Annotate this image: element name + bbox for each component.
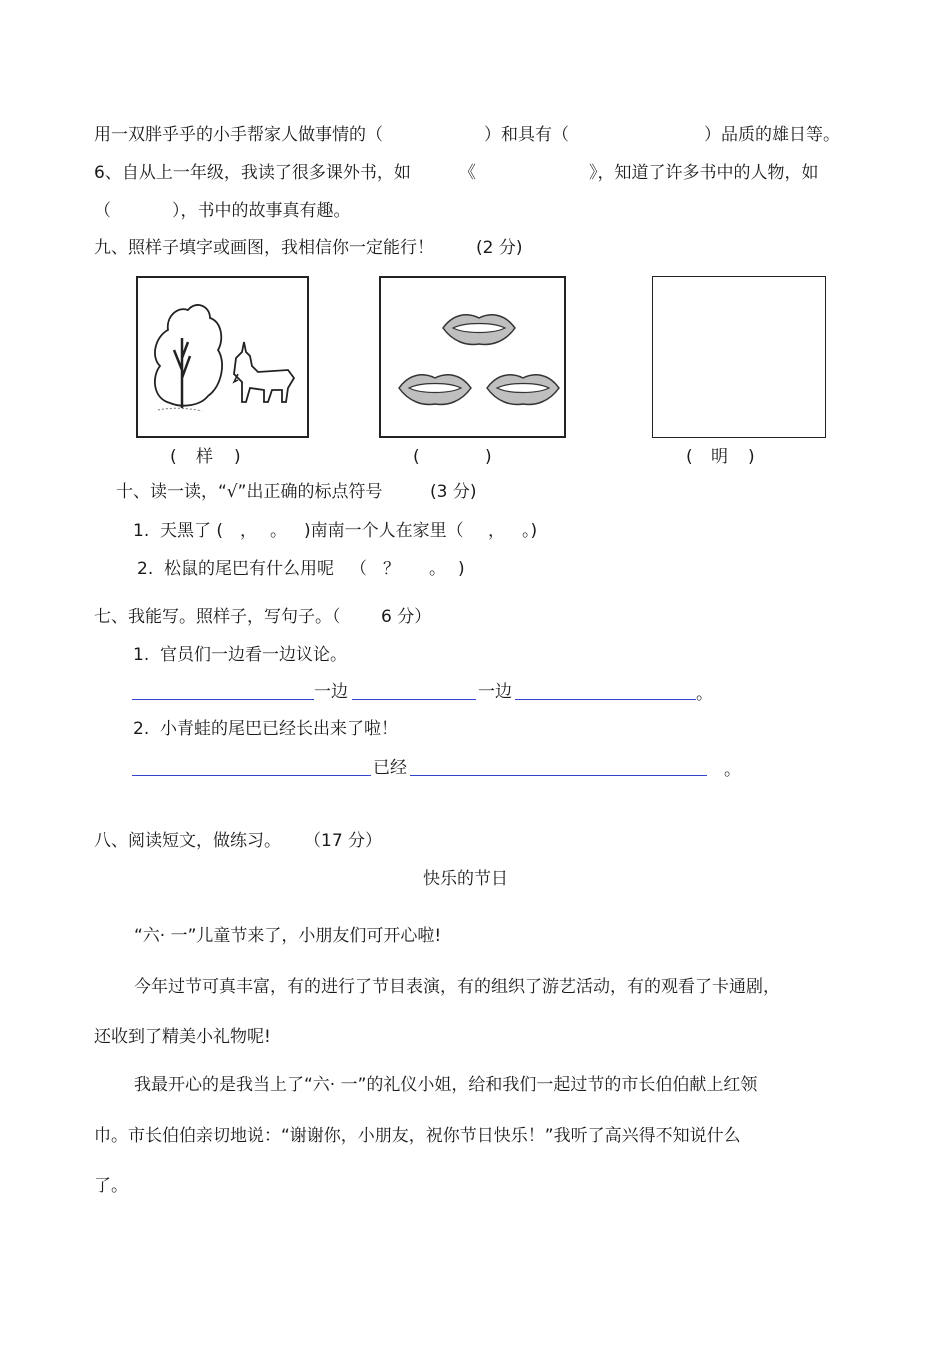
label-1-open: ( xyxy=(170,447,177,467)
s7-item1-blank1[interactable] xyxy=(132,699,314,700)
label-3-open: ( xyxy=(686,447,693,467)
lips-picture-box xyxy=(379,276,566,438)
s10-item1-period1[interactable]: 。 xyxy=(270,521,287,541)
s10-item2-period[interactable]: 。 xyxy=(429,559,446,579)
empty-drawing-box[interactable] xyxy=(652,276,826,438)
s7-item2-word1: 已经 xyxy=(373,758,407,778)
passage-paragraph-3-line3: 了。 xyxy=(94,1176,128,1196)
passage-paragraph-2-line2: 还收到了精美小礼物呢! xyxy=(94,1027,271,1047)
s7-item1-word2: 一边 xyxy=(478,682,512,702)
tree-and-goat-illustration xyxy=(138,278,307,436)
label-1-close: ) xyxy=(234,447,241,467)
example-picture-box xyxy=(136,276,309,438)
section10-title: 十、读一读，“√”出正确的标点符号 xyxy=(116,482,383,502)
passage-paragraph-3-line1: 我最开心的是我当上了“六· 一”的礼仪小姐，给和我们一起过节的市长伯伯献上红领 xyxy=(134,1075,758,1095)
s7-item2-example: 2. 小青蛙的尾巴已经长出来了啦！ xyxy=(133,719,399,739)
passage-paragraph-3-line2: 巾。市长伯伯亲切地说：“谢谢你，小朋友，祝你节日快乐！”我听了高兴得不知说什么 xyxy=(94,1126,741,1146)
label-2-open: ( xyxy=(413,447,420,467)
section9-score: (2 分) xyxy=(476,238,523,258)
q6-text-b: 《 xyxy=(459,163,476,183)
section9-title: 九、照样子填字或画图，我相信你一定能行！ xyxy=(94,238,434,258)
section8-score: （17 分） xyxy=(304,831,383,851)
s7-item2-end: 。 xyxy=(724,760,741,780)
s10-item1-d: )南南一个人在家里（ xyxy=(304,521,464,541)
passage-paragraph-1: “六· 一”儿童节来了，小朋友们可开心啦! xyxy=(134,926,442,946)
s7-item1-blank2[interactable] xyxy=(352,699,476,700)
s7-item2-blank1[interactable] xyxy=(132,775,371,776)
label-1-char: 样 xyxy=(196,447,213,467)
s10-item2-question[interactable]: ？ xyxy=(383,559,400,579)
s10-item2-a: 2. 松鼠的尾巴有什么用呢 xyxy=(137,559,335,579)
label-2-close: ) xyxy=(485,447,492,467)
q6-text-a: 6、自从上一年级，我读了很多课外书，如 xyxy=(94,163,411,183)
q5-text-a: 用一双胖乎乎的小手帮家人做事情的（ xyxy=(94,125,383,145)
section7-title: 七、我能写。照样子，写句子。（ xyxy=(94,607,341,627)
s7-item1-example: 1. 官员们一边看一边议论。 xyxy=(133,645,348,665)
passage-title: 快乐的节日 xyxy=(423,869,508,889)
three-mouths-illustration xyxy=(381,278,564,436)
label-3-close: ) xyxy=(748,447,755,467)
section10-score: (3 分) xyxy=(430,482,477,502)
s7-item1-blank3[interactable] xyxy=(515,699,696,700)
s10-item2-close: ) xyxy=(458,559,465,579)
s10-item1-comma1[interactable]: ， xyxy=(240,521,257,541)
q6-text-c: 》，知道了许多书中的人物，如 xyxy=(589,163,819,183)
section8-title: 八、阅读短文，做练习。 xyxy=(94,831,281,851)
q5-text-b: ）和具有（ xyxy=(484,125,569,145)
section7-score: 6 分） xyxy=(381,607,432,627)
s7-item2-blank2[interactable] xyxy=(410,775,707,776)
s7-item1-word1: 一边 xyxy=(314,682,348,702)
q6-text-d: （ xyxy=(94,201,111,221)
s10-item1-comma2[interactable]: ， xyxy=(488,521,505,541)
s10-item1-period2[interactable]: 。) xyxy=(522,521,538,541)
q6-text-e: ），书中的故事真有趣。 xyxy=(172,201,351,221)
passage-paragraph-2-line1: 今年过节可真丰富，有的进行了节目表演，有的组织了游艺活动，有的观看了卡通剧， xyxy=(134,977,780,997)
q5-text-c: ）品质的雄日等。 xyxy=(704,125,840,145)
s10-item1-a: 1. 天黑了 ( xyxy=(133,521,224,541)
label-3-char: 明 xyxy=(711,447,728,467)
s10-item2-open: （ xyxy=(350,559,367,579)
s7-item1-end: 。 xyxy=(696,684,713,704)
